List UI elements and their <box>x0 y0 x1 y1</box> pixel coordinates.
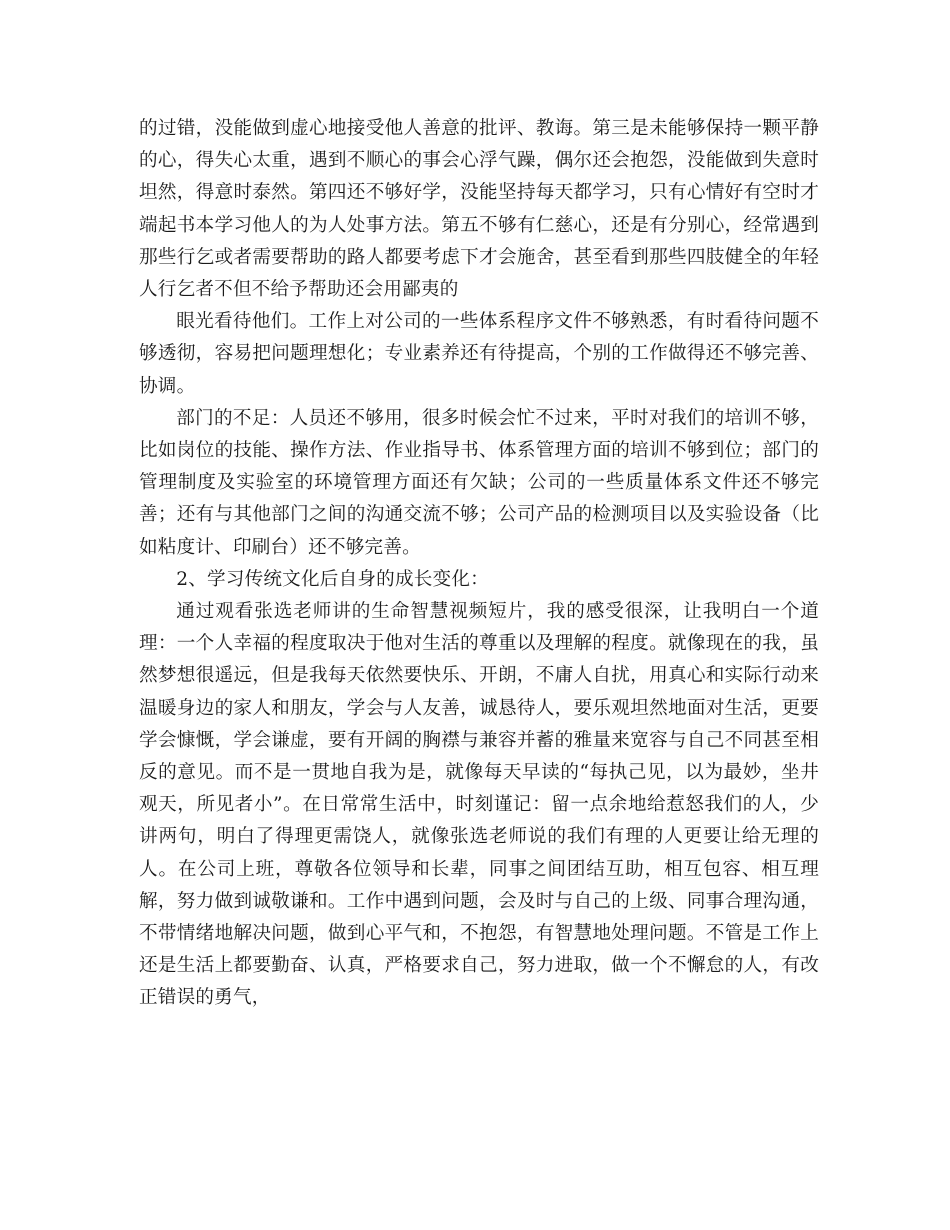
paragraph-continuation: 的过错，没能做到虚心地接受他人善意的批评、教诲。第三是未能够保持一颗平静的心，得失心太重，遇到不顺心的事会心浮气躁，偶尔还会抱怨，没能做到失意时坦然，得意时泰然。第四还不够好学，没能坚持每天都学习，只有心情好有空时才端起书本学习他人的为人处事方法。第五不够有仁慈心，还是有分别心，经常遇到那些行乞或者需要帮助的路人都要考虑下才会施舍，甚至看到那些四肢健全的年轻人行乞者不但不给予帮助还会用鄙夷的 <box>139 118 819 301</box>
document-body <box>139 113 819 1015</box>
paragraph-growth-changes: 通过观看张选老师讲的生命智慧视频短片，我的感受很深，让我明白一个道理：一个人幸福的程度取决于他对生活的尊重以及理解的程度。就像现在的我，虽然梦想很遥远，但是我每天依然要快乐、开朗，不庸人自扰，用真心和实际行动来温暖身边的家人和朋友，学会与人友善，诚恳待人，要乐观坦然地面对生活，更要学会慷慨，学会谦虚，要有开阔的胸襟与兼容并蓄的雅量来宽容与自己不同甚至相反的意见。而不是一贯地自我为是，就像每天早读的“每执己见，以为最妙，坐井观天，所见者小”。在日常常生活中，时刻谨记：留一点余地给惹怒我们的人，少讲两句，明白了得理更需饶人，就像张选老师说的我们有理的人更要让给无理的人。在公司上班，尊敬各位领导和长辈，同事之间团结互助，相互包容、相互理解，努力做到诚敬谦和。工作中遇到问题，会及时与自己的上级、同事合理沟通，不带情绪地解决问题，做到心平气和，不抱怨，有智慧地处理问题。不管是工作上还是生活上都要勤奋、认真，严格要求自己，努力进取，做一个不懈怠的人，有改正错误的勇气， <box>139 601 819 1009</box>
section-heading-growth: 2、学习传统文化后自身的成长变化： <box>176 568 489 590</box>
paragraph-work-shortcomings: 眼光看待他们。工作上对公司的一些体系程序文件不够熟悉，有时看待问题不够透彻，容易把问题理想化；专业素养还有待提高，个别的工作做得还不够完善、协调。 <box>139 311 819 397</box>
paragraph-department-shortcomings: 部门的不足：人员还不够用，很多时候会忙不过来，平时对我们的培训不够，比如岗位的技能、操作方法、作业指导书、体系管理方面的培训不够到位；部门的管理制度及实验室的环境管理方面还有欠缺；公司的一些质量体系文件还不够完善；还有与其他部门之间的沟通交流不够；公司产品的检测项目以及实验设备（比如粘度计、印刷台）还不够完善。 <box>139 407 819 558</box>
